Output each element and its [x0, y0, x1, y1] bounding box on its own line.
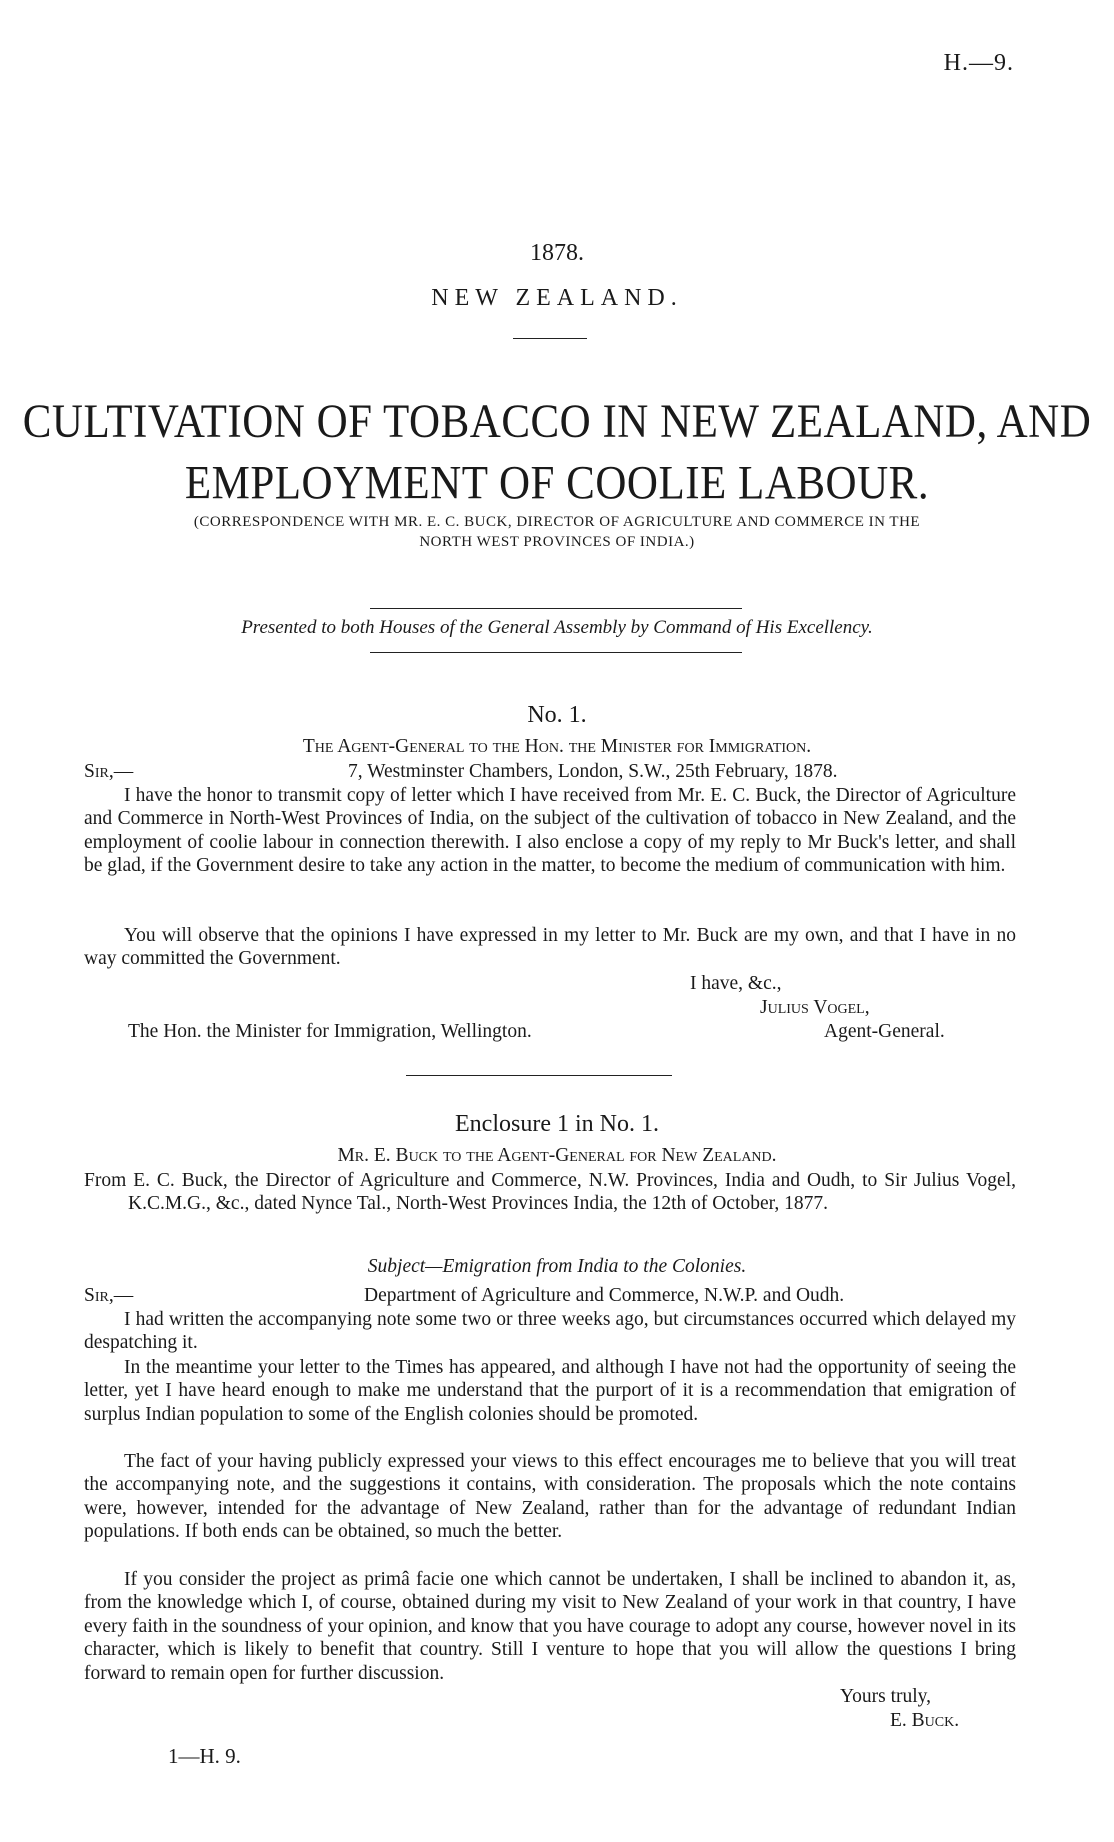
country: NEW ZEALAND. — [431, 285, 683, 311]
divider — [370, 608, 742, 609]
signature: E. Buck. — [890, 1710, 960, 1731]
paper-reference: H.—9. — [943, 50, 1014, 76]
department: Department of Agriculture and Commerce, N.W.P. and Oudh. — [364, 1285, 845, 1306]
salutation: Sir,— — [84, 761, 134, 782]
closing: I have, &c., — [690, 973, 782, 994]
year: 1878. — [530, 240, 584, 266]
signature: Julius Vogel, — [760, 997, 870, 1018]
enclosure-heading: Enclosure 1 in No. 1. — [455, 1111, 659, 1137]
addressee: The Hon. the Minister for Immigration, Wellington. — [128, 1021, 532, 1042]
divider — [406, 1075, 672, 1076]
letter-paragraph: In the meantime your letter to the Times has appeared, and although I have not had the opportunity of seeing the letter, yet I have heard enough to make me understand that the purport of it is a recommendation that emigration of surplus Indian population to some of the English colonies should be promoted. — [84, 1357, 1016, 1425]
enclosure-summary: From E. C. Buck, the Director of Agriculture and Commerce, N.W. Provinces, India and Oudh, to Sir Julius Vogel, K.C.M.G., &c., dated Nynce Tal., North-West Provinces India, the 12th of October, 1877. — [84, 1170, 1016, 1215]
letter-paragraph: The fact of your having publicly expressed your views to this effect encourages me to believe that you will treat the accompanying note, and the suggestions it contains, with consideration. The proposals which the note contains were, however, intended for the advantage of New Zealand, rather than for the advantage of redundant Indian populations. If both ends can be obtained, so much the better. — [84, 1451, 1016, 1543]
subtitle-line-1: (CORRESPONDENCE WITH MR. E. C. BUCK, DIRECTOR OF AGRICULTURE AND COMMERCE IN THE — [193, 514, 921, 530]
enclosure-from-to: Mr. E. Buck to the Agent-General for New Zealand. — [337, 1145, 777, 1166]
document-title — [0, 392, 1114, 515]
title-line-1: CULTIVATION OF TOBACCO IN NEW ZEALAND, AND — [22, 396, 1092, 449]
subject-line: Subject—Emigration from India to the Colonies. — [367, 1256, 747, 1277]
sender-address: 7, Westminster Chambers, London, S.W., 25th February, 1878. — [348, 761, 838, 782]
presented-note: Presented to both Houses of the General Assembly by Command of His Excellency. — [241, 617, 873, 638]
divider — [370, 652, 742, 653]
letter-from-to: The Agent-General to the Hon. the Minister for Immigration. — [302, 736, 812, 757]
letter-paragraph: You will observe that the opinions I have expressed in my letter to Mr. Buck are my own, and that I have in no way committed the Government. — [84, 925, 1016, 970]
letter-paragraph: If you consider the project as primâ facie one which cannot be undertaken, I shall be inclined to abandon it, as, from the knowledge which I, of course, obtained during my visit to New Zealand of your work in that country, I have every faith in the soundness of your opinion, and know that you have courage to adopt any course, however novel in its character, which is likely to benefit that country. Still I venture to hope that you will allow the questions I bring forward to remain open for further discussion. — [84, 1569, 1016, 1684]
subtitle-line-2: NORTH WEST PROVINCES OF INDIA.) — [419, 534, 695, 550]
closing: Yours truly, — [840, 1686, 932, 1707]
letter-paragraph: I had written the accompanying note some two or three weeks ago, but circumstances occurred which delayed my despatching it. — [84, 1309, 1016, 1354]
signature-title: Agent-General. — [824, 1021, 945, 1042]
letter-paragraph: I have the honor to transmit copy of letter which I have received from Mr. E. C. Buck, the Director of Agriculture and Commerce in North-West Provinces of India, on the subject of the cultivation of tobacco in New Zealand, and the employment of coolie labour in connection therewith. I also enclose a copy of my reply to Mr Buck's letter, and shall be glad, if the Government desire to take any action in the matter, to become the medium of communication with him. — [84, 785, 1016, 877]
sheet-number: 1—H. 9. — [168, 1744, 241, 1768]
title-line-2: EMPLOYMENT OF COOLIE LABOUR. — [184, 458, 930, 510]
letter-number: No. 1. — [527, 702, 587, 728]
document-subtitle — [0, 512, 1114, 552]
salutation: Sir,— — [84, 1285, 134, 1306]
divider — [513, 338, 587, 339]
